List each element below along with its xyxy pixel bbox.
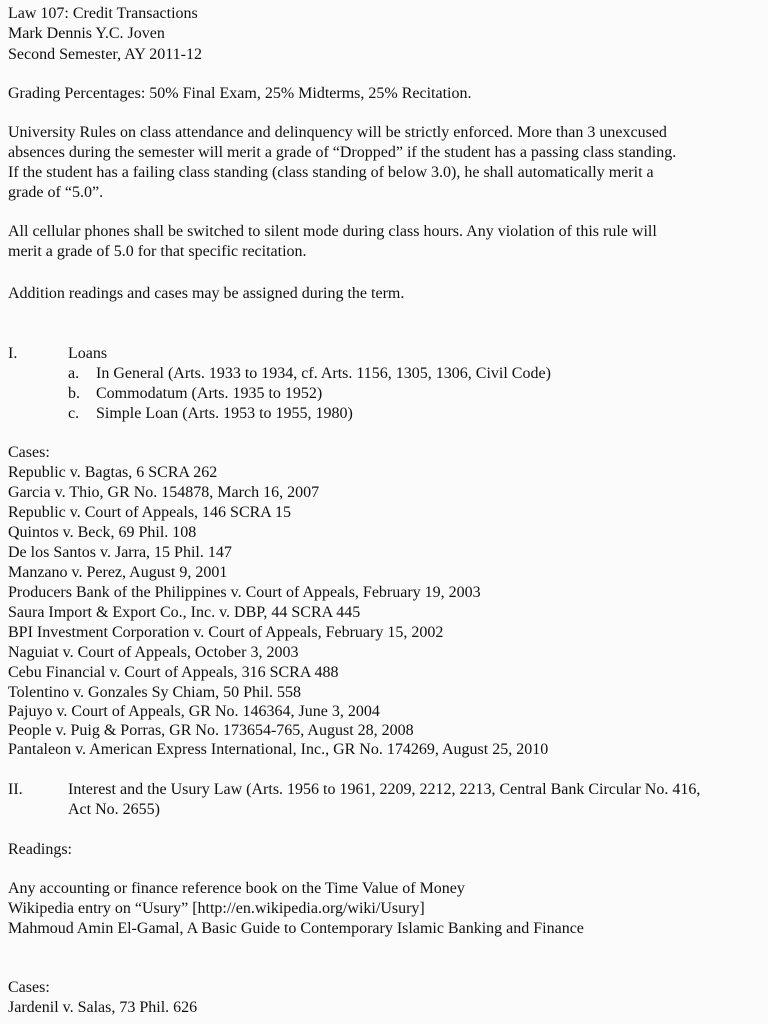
section-2-numeral: II.: [8, 781, 23, 798]
section-2-title: Interest and the Usury Law (Arts. 1956 to 1961, 2209, 2212, 2213, Central Bank Circular No. 416,: [68, 781, 701, 798]
case-item: De los Santos v. Jarra, 15 Phil. 147: [8, 544, 232, 561]
readings-label: Readings:: [8, 841, 72, 858]
case-item: Pantaleon v. American Express International, Inc., GR No. 174269, August 25, 2010: [8, 741, 549, 758]
case-item: Naguiat v. Court of Appeals, October 3, 2003: [8, 644, 299, 661]
sub-text: In General (Arts. 1933 to 1934, cf. Arts. 1156, 1305, 1306, Civil Code): [96, 365, 551, 382]
sub-letter: b.: [68, 385, 80, 402]
section-1-sub-b: [68, 384, 322, 404]
case-item: Pajuyo v. Court of Appeals, GR No. 146364, June 3, 2004: [8, 703, 380, 720]
section-1-sub-a: [68, 364, 551, 384]
attendance-line: grade of “5.0”.: [8, 184, 104, 201]
course-title: Law 107: Credit Transactions: [8, 5, 198, 22]
section-2-cases-label: Cases:: [8, 979, 50, 996]
sub-letter: c.: [68, 405, 80, 422]
case-item: Manzano v. Perez, August 9, 2001: [8, 564, 228, 581]
section-1-sub-c: [68, 404, 353, 424]
case-item: People v. Puig & Porras, GR No. 173654-765, August 28, 2008: [8, 722, 414, 739]
sub-letter: a.: [68, 365, 80, 382]
case-item: Garcia v. Thio, GR No. 154878, March 16, 2007: [8, 484, 320, 501]
case-item: Republic v. Bagtas, 6 SCRA 262: [8, 464, 218, 481]
additional-readings-note: Addition readings and cases may be assigned during the term.: [8, 285, 405, 302]
phone-rule-line: merit a grade of 5.0 for that specific recitation.: [8, 243, 307, 260]
sub-text: Simple Loan (Arts. 1953 to 1955, 1980): [96, 405, 353, 422]
attendance-line: University Rules on class attendance and delinquency will be strictly enforced. More than 3 unexcused: [8, 124, 667, 141]
case-item: Jardenil v. Salas, 73 Phil. 626: [8, 999, 198, 1016]
sub-text: Commodatum (Arts. 1935 to 1952): [96, 385, 323, 402]
instructor-name: Mark Dennis Y.C. Joven: [8, 25, 165, 42]
term: Second Semester, AY 2011-12: [8, 46, 203, 63]
case-item: Producers Bank of the Philippines v. Court of Appeals, February 19, 2003: [8, 584, 481, 601]
reading-item: Mahmoud Amin El-Gamal, A Basic Guide to Contemporary Islamic Banking and Finance: [8, 920, 584, 937]
case-item: Quintos v. Beck, 69 Phil. 108: [8, 524, 197, 541]
section-1-cases-label: Cases:: [8, 444, 50, 461]
attendance-line: If the student has a failing class standing (class standing of below 3.0), he shall automatically merit a: [8, 164, 654, 181]
phone-rule-line: All cellular phones shall be switched to silent mode during class hours. Any violation of this rule will: [8, 223, 657, 240]
grading-percentages: Grading Percentages: 50% Final Exam, 25% Midterms, 25% Recitation.: [8, 85, 472, 102]
section-1-numeral: I.: [8, 345, 18, 362]
case-item: Tolentino v. Gonzales Sy Chiam, 50 Phil. 558: [8, 684, 301, 701]
section-1-title: Loans: [68, 345, 108, 362]
attendance-line: absences during the semester will merit a grade of “Dropped” if the student has a passing class standing.: [8, 144, 677, 161]
case-item: Cebu Financial v. Court of Appeals, 316 SCRA 488: [8, 664, 339, 681]
section-2-title-cont: Act No. 2655): [68, 801, 160, 818]
phone-rules: [8, 222, 763, 262]
case-item: Saura Import & Export Co., Inc. v. DBP, 44 SCRA 445: [8, 604, 361, 621]
attendance-rules: [8, 123, 763, 203]
reading-item: Wikipedia entry on “Usury” [http://en.wikipedia.org/wiki/Usury]: [8, 900, 425, 917]
reading-item: Any accounting or finance reference book on the Time Value of Money: [8, 880, 465, 897]
case-item: BPI Investment Corporation v. Court of Appeals, February 15, 2002: [8, 624, 444, 641]
case-item: Republic v. Court of Appeals, 146 SCRA 15: [8, 504, 291, 521]
